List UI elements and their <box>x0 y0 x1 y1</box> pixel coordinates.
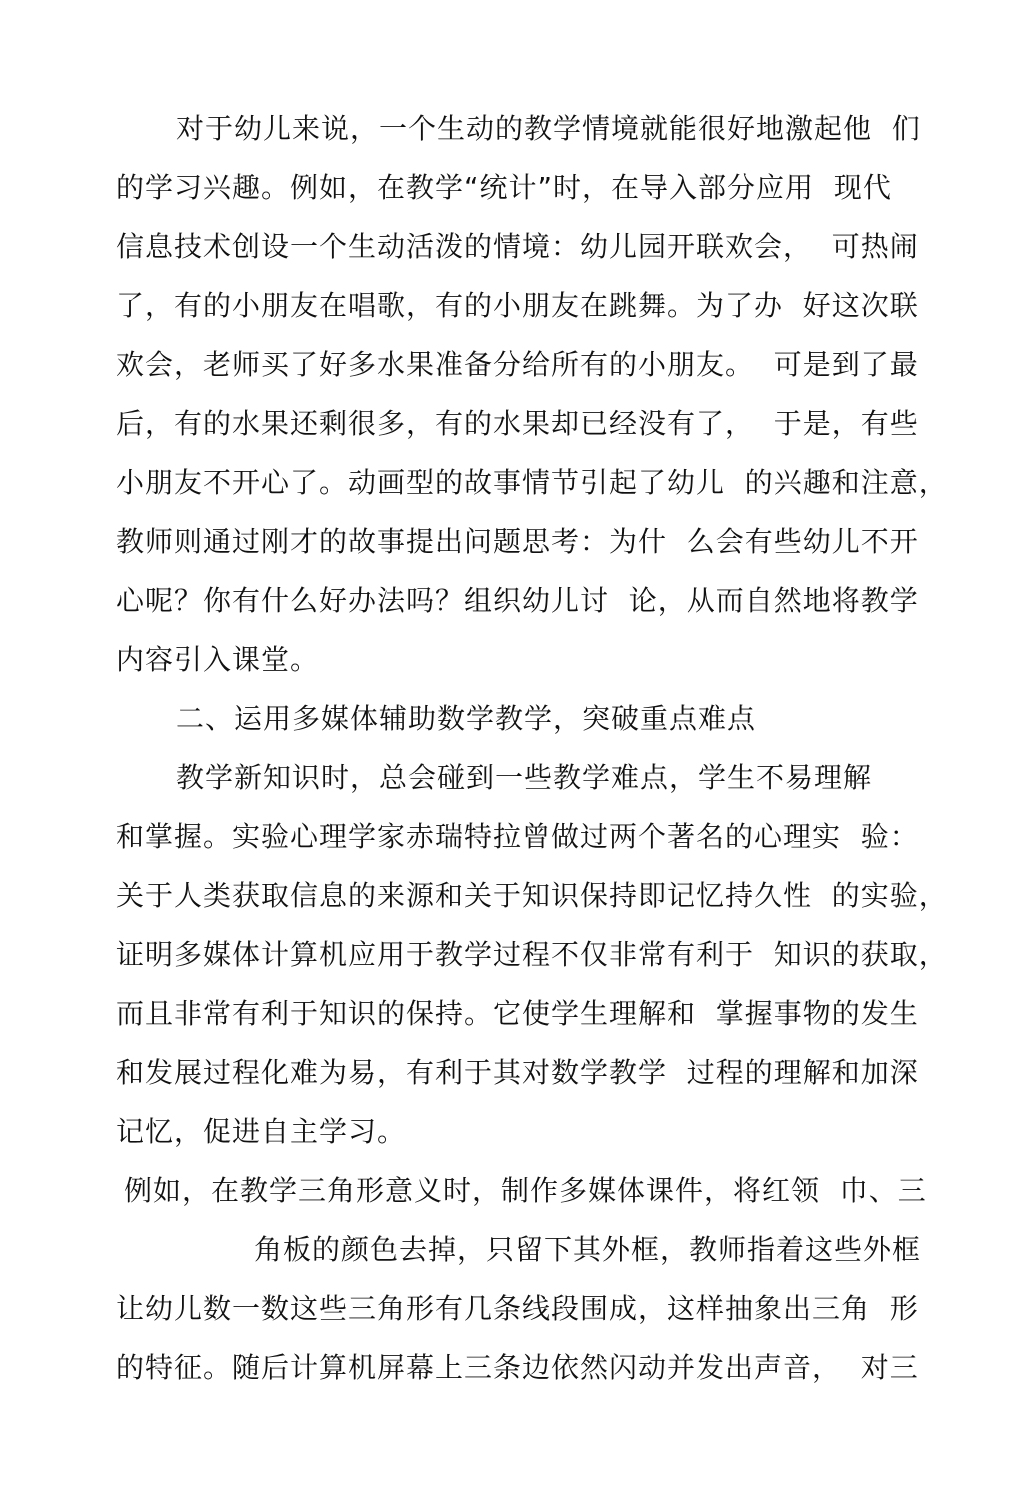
text-line-12 <box>0 756 1024 800</box>
text-line-13-content: 和掌握。实验心理学家赤瑞特拉曾做过两个著名的心理实 验： <box>116 820 919 853</box>
text-line-6 <box>0 402 1024 446</box>
text-line-13 <box>0 815 1024 859</box>
text-line-22-content: 的特征。随后计算机屏幕上三条边依然闪动并发出声音， 对三 <box>116 1351 919 1384</box>
text-line-15-content: 证明多媒体计算机应用于教学过程不仅非常有利于 知识的获取， <box>116 938 948 971</box>
text-line-19-content: 例如，在教学三角形意义时，制作多媒体课件，将红领 巾、三 <box>124 1174 927 1207</box>
text-line-17 <box>0 1051 1024 1095</box>
text-line-1-content: 对于幼儿来说，一个生动的教学情境就能很好地激起他 们 <box>176 112 921 145</box>
text-line-20-content: 角板的颜色去掉，只留下其外框，教师指着这些外框 <box>254 1233 922 1266</box>
text-line-16-content: 而且非常有利于知识的保持。它使学生理解和 掌握事物的发生 <box>116 997 919 1030</box>
text-line-10 <box>0 638 1024 682</box>
text-line-17-content: 和发展过程化难为易，有利于其对数学教学 过程的理解和加深 <box>116 1056 919 1089</box>
text-line-1 <box>0 107 1024 151</box>
text-line-18 <box>0 1110 1024 1154</box>
text-line-14 <box>0 874 1024 918</box>
section-heading-content: 二、运用多媒体辅助数学教学，突破重点难点 <box>176 702 757 735</box>
text-line-19 <box>0 1169 1024 1213</box>
text-line-5 <box>0 343 1024 387</box>
text-line-9-content: 心呢？你有什么好办法吗？组织幼儿讨 论，从而自然地将教学 <box>116 584 919 617</box>
text-line-8 <box>0 520 1024 564</box>
text-line-2-content: 的学习兴趣。例如，在教学“统计”时，在导入部分应用 现代 <box>116 171 892 204</box>
text-line-18-content: 记忆，促进自主学习。 <box>116 1115 407 1148</box>
text-line-3 <box>0 225 1024 269</box>
text-line-16 <box>0 992 1024 1036</box>
text-line-2 <box>0 166 1024 210</box>
text-line-21 <box>0 1287 1024 1331</box>
text-line-7-content: 小朋友不开心了。动画型的故事情节引起了幼儿 的兴趣和注意， <box>116 466 948 499</box>
text-line-4 <box>0 284 1024 328</box>
text-line-9 <box>0 579 1024 623</box>
text-line-10-content: 内容引入课堂。 <box>116 643 320 676</box>
section-heading <box>0 697 1024 741</box>
text-line-22 <box>0 1346 1024 1390</box>
text-line-15 <box>0 933 1024 977</box>
text-line-14-content: 关于人类获取信息的来源和关于知识保持即记忆持久性 的实验， <box>116 879 948 912</box>
text-line-21-content: 让幼儿数一数这些三角形有几条线段围成，这样抽象出三角 形 <box>116 1292 919 1325</box>
text-line-6-content: 后，有的水果还剩很多，有的水果却已经没有了， 于是，有些 <box>116 407 919 440</box>
text-line-5-content: 欢会，老师买了好多水果准备分给所有的小朋友。 可是到了最 <box>116 348 919 381</box>
text-line-12-content: 教学新知识时，总会碰到一些教学难点，学生不易理解 <box>176 761 873 794</box>
text-line-3-content: 信息技术创设一个生动活泼的情境：幼儿园开联欢会， 可热闹 <box>116 230 919 263</box>
text-line-4-content: 了，有的小朋友在唱歌，有的小朋友在跳舞。为了办 好这次联 <box>116 289 919 322</box>
text-line-7 <box>0 461 1024 505</box>
text-line-20 <box>0 1228 1024 1272</box>
text-line-8-content: 教师则通过刚才的故事提出问题思考：为什 么会有些幼儿不开 <box>116 525 919 558</box>
